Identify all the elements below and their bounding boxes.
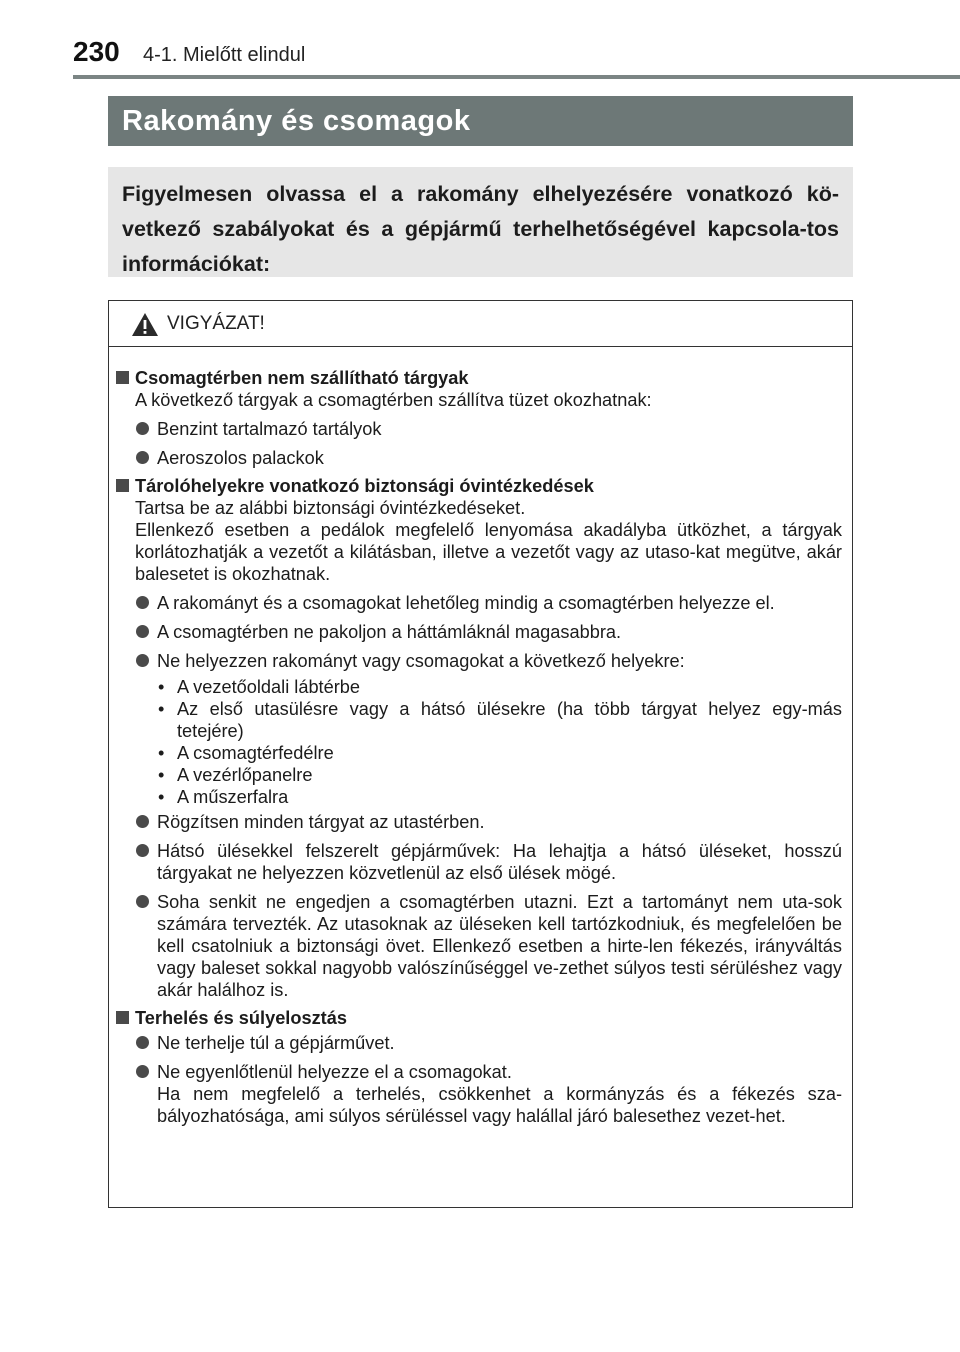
page-number: 230 [73, 36, 120, 67]
sub-list [115, 676, 842, 808]
section-label: 4-1. Mielőtt elindul [143, 44, 306, 66]
page-title: Rakomány és csomagok [122, 105, 471, 137]
page-header [0, 0, 960, 90]
sub-list-item: • A csomagtérfedélre [115, 742, 842, 764]
intro-text: Figyelmesen olvassa el a rakomány elhelyezésére vonatkozó kö-vetkező szabályokat és a gépjármű terhelhetőségével kapcsola-tos információkat: [122, 182, 839, 276]
list-item: Hátsó ülésekkel felszerelt gépjárművek: Ha lehajtja a hátsó üléseket, hosszú tárgyakat ne helyezzen közvetlenül az első ülések mögé. [115, 840, 842, 884]
section-heading: Csomagtérben nem szállítható tárgyak [115, 367, 842, 389]
caution-box [108, 300, 853, 1208]
caution-header [109, 301, 852, 347]
list-item: A csomagtérben ne pakoljon a háttámláknál magasabbra. [115, 621, 842, 643]
sub-list-item: • A vezetőoldali lábtérbe [115, 676, 842, 698]
intro-box [108, 167, 853, 277]
sub-list-item: • A vezérlőpanelre [115, 764, 842, 786]
list-item: Aeroszolos palackok [115, 447, 842, 469]
caution-body [109, 347, 852, 1127]
list-item: Soha senkit ne engedjen a csomagtérben utazni. Ezt a tartományt nem uta-sok számára tervezték. Az utasoknak az üléseken kell tartózkodniuk, és megfelelően be kell csatolniuk a biztonsági övet. Ellenkező esetben a hirte-len fékezés, irányváltás vagy baleset sokkal nagyobb valószínűséggel ve-zethet súlyos testi sérüléshez vagy akár halálhoz is. [115, 891, 842, 1001]
section-text: Ha nem megfelelő a terhelés, csökkenhet a kormányzás és a fékezés sza-bályozhatósága, ami súlyos sérüléssel vagy halállal járó balesethez vezet-het. [157, 1084, 842, 1126]
section-heading: Terhelés és súlyelosztás [115, 1007, 842, 1029]
section-heading: Tárolóhelyekre vonatkozó biztonsági óvintézkedések [115, 475, 842, 497]
sub-list-item: • A műszerfalra [115, 786, 842, 808]
list-item: Ne helyezzen rakományt vagy csomagokat a következő helyekre: [115, 650, 842, 672]
warning-triangle-icon [131, 312, 159, 337]
list-item: Ne terhelje túl a gépjárművet. [115, 1032, 842, 1054]
section-text: A következő tárgyak a csomagtérben szállítva tüzet okozhatnak: [135, 390, 652, 410]
header-rule [73, 75, 960, 79]
list-item: Ne egyenlőtlenül helyezze el a csomagokat. [115, 1061, 842, 1083]
section-text: Tartsa be az alábbi biztonsági óvintézkedéseket. [135, 498, 526, 518]
list-item: Benzint tartalmazó tartályok [115, 418, 842, 440]
section-text: Ellenkező esetben a pedálok megfelelő lenyomása akadályba ütközhet, a tárgyak korlátozhatják a vezetőt a kilátásban, illetve a vezetőt vagy az utaso-kat megütve, akár balesetet is okozhatnak. [135, 520, 842, 584]
sub-list-item: • Az első utasülésre vagy a hátsó ülésekre (ha több tárgyat helyez egy-más tetejére) [115, 698, 842, 742]
caution-title: VIGYÁZAT! [167, 313, 265, 334]
list-item: Rögzítsen minden tárgyat az utastérben. [115, 811, 842, 833]
list-item: A rakományt és a csomagokat lehetőleg mindig a csomagtérben helyezze el. [115, 592, 842, 614]
title-bar [108, 96, 853, 146]
